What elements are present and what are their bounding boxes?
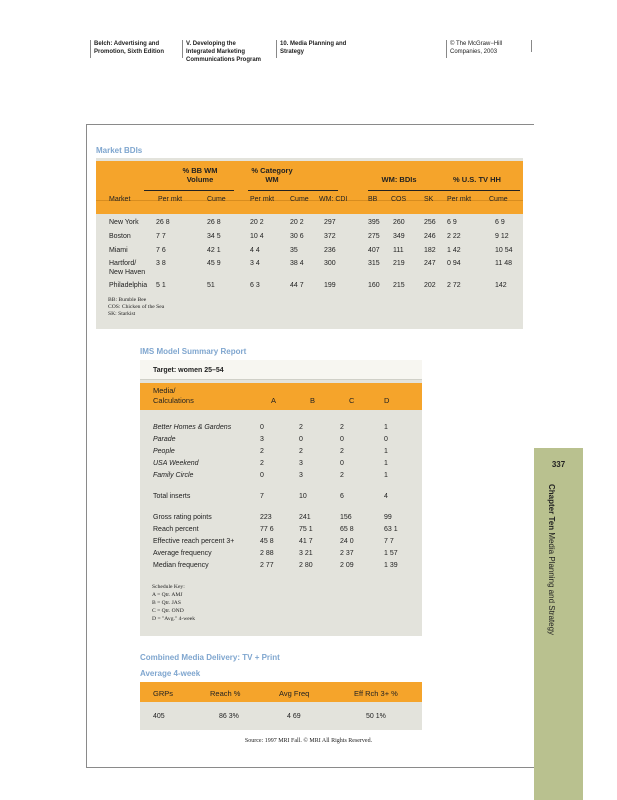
ims-calc-row-value: 156 xyxy=(340,514,352,521)
combined-val-reach: 86 3% xyxy=(219,713,239,720)
ims-calc-row-value: 7 7 xyxy=(384,538,394,545)
header-text: Strategy xyxy=(280,49,305,55)
bdi-cell: 256 xyxy=(424,219,436,226)
bdi-market-name: New York xyxy=(109,219,139,226)
schedule-key-line: B = Qtr. JAS xyxy=(152,600,181,606)
combined-col-eff-reach: Eff Rch 3+ % xyxy=(354,689,398,698)
col-header-tv-per-mkt: Per mkt xyxy=(447,196,472,203)
ims-media-row-value: 0 xyxy=(340,436,344,443)
header-text: Promotion, Sixth Edition xyxy=(94,49,164,55)
col-header-tv-cume: Cume xyxy=(489,196,508,203)
combined-val-grps: 405 xyxy=(153,713,165,720)
bdi-cell: 236 xyxy=(324,247,336,254)
ims-media-row-label: Parade xyxy=(153,436,176,443)
bdi-group-header xyxy=(96,161,523,200)
ims-calc-row-label: Average frequency xyxy=(153,550,212,557)
bdi-cell: 9 12 xyxy=(495,233,509,240)
bdi-cell: 395 xyxy=(368,219,380,226)
col-header-bb-cume: Cume xyxy=(207,196,226,203)
combined-subtitle: Average 4-week xyxy=(140,669,201,678)
chapter-side-tab xyxy=(534,448,583,800)
ims-calc-row-label: Reach percent xyxy=(153,526,199,533)
header-text: 10. Media Planning and xyxy=(280,41,347,47)
ims-target-label: Target: women 25–54 xyxy=(153,367,224,374)
ims-head-line: Media/ xyxy=(153,386,176,395)
bdi-cell: 407 xyxy=(368,247,380,254)
ims-calc-row-value: 45 8 xyxy=(260,538,274,545)
brand-key-line: SK: Starkist xyxy=(108,311,136,317)
bdi-cell: 260 xyxy=(393,219,405,226)
group-underline xyxy=(248,190,338,191)
ims-total-row-label: Total inserts xyxy=(153,493,191,500)
bdi-cell: 275 xyxy=(368,233,380,240)
bdi-market-name: Boston xyxy=(109,233,131,240)
bdi-cell: 247 xyxy=(424,260,436,267)
combined-table xyxy=(140,682,422,730)
bdi-cell: 160 xyxy=(368,282,380,289)
bdi-cell: 300 xyxy=(324,260,336,267)
bdi-cell: 246 xyxy=(424,233,436,240)
ims-header xyxy=(140,383,422,410)
ims-media-row-value: 3 xyxy=(299,472,303,479)
schedule-key-line: Schedule Key: xyxy=(152,584,185,590)
ims-media-row-value: 2 xyxy=(340,424,344,431)
col-header-sk: SK xyxy=(424,196,434,203)
group-wm-bdis: WM: BDIs xyxy=(381,175,417,184)
ims-media-row-value: 3 xyxy=(260,436,264,443)
ims-media-row-value: 3 xyxy=(299,460,303,467)
bdi-cell: 6 3 xyxy=(250,282,260,289)
header-divider xyxy=(531,40,532,52)
group-label-line: % BB WM xyxy=(182,166,218,175)
bdi-title: Market BDIs xyxy=(96,146,143,155)
brand-key-line: BB: Bumble Bee xyxy=(108,297,147,303)
schedule-key-line: C = Qtr. OND xyxy=(152,608,184,614)
bdi-cell: 3 8 xyxy=(156,260,166,267)
bdi-cell: 182 xyxy=(424,247,436,254)
bdi-cell: 34 5 xyxy=(207,233,221,240)
ims-total-row-value: 10 xyxy=(299,493,307,500)
ims-media-row-value: 2 xyxy=(340,448,344,455)
ims-target-bar xyxy=(140,360,422,380)
ims-calc-row-value: 2 77 xyxy=(260,562,274,569)
bdi-cell: 219 xyxy=(393,260,405,267)
bdi-cell: 142 xyxy=(495,282,507,289)
ims-calc-row-value: 75 1 xyxy=(299,526,313,533)
bdi-cell: 215 xyxy=(393,282,405,289)
ims-calc-row-value: 223 xyxy=(260,514,272,521)
bdi-cell: 202 xyxy=(424,282,436,289)
ims-total-row-value: 4 xyxy=(384,493,388,500)
bdi-cell: 10 4 xyxy=(250,233,264,240)
col-header-bb-per-mkt: Per mkt xyxy=(158,196,183,203)
combined-col-grps: GRPs xyxy=(153,689,174,698)
ims-media-row-value: 2 xyxy=(260,460,264,467)
bdi-cell: 20 2 xyxy=(290,219,304,226)
col-header-wm-cdi: WM: CDI xyxy=(319,196,348,203)
group-label-line: % Category xyxy=(251,166,293,175)
bdi-market-name: Hartford/ xyxy=(109,260,137,267)
chapter-label: Chapter Ten xyxy=(547,484,556,531)
schedule-key xyxy=(152,583,195,623)
ims-calc-row-value: 2 88 xyxy=(260,550,274,557)
col-header-cat-per-mkt: Per mkt xyxy=(250,196,275,203)
ims-media-row-label: Better Homes & Gardens xyxy=(153,424,232,431)
combined-col-avg-freq: Avg Freq xyxy=(279,689,310,698)
bdi-market-name-cont: New Haven xyxy=(109,269,146,276)
bdi-cell: 7 7 xyxy=(156,233,166,240)
ims-calc-row-label: Median frequency xyxy=(153,562,209,569)
ims-calc-row-value: 1 57 xyxy=(384,550,398,557)
col-header-cos: COS xyxy=(391,196,407,203)
ims-calc-row-value: 2 80 xyxy=(299,562,313,569)
ims-media-row-value: 2 xyxy=(299,424,303,431)
ims-media-row-value: 1 xyxy=(384,472,388,479)
ims-media-row-value: 0 xyxy=(340,460,344,467)
group-category-wm xyxy=(242,166,302,184)
combined-title: Combined Media Delivery: TV + Print xyxy=(140,653,280,662)
header-book-title xyxy=(90,40,180,58)
bdi-cell: 6 9 xyxy=(447,219,457,226)
col-header-market: Market xyxy=(109,196,131,203)
group-label-line: WM xyxy=(265,175,279,184)
schedule-key-line: D = "Avg." 4-week xyxy=(152,616,196,622)
ims-col-c: C xyxy=(349,396,355,405)
bdi-cell: 297 xyxy=(324,219,336,226)
bdi-cell: 111 xyxy=(393,247,404,254)
group-label-line: Volume xyxy=(186,175,214,184)
ims-title: IMS Model Summary Report xyxy=(140,347,247,356)
header-chapter-title xyxy=(276,40,436,58)
bdi-cell: 20 2 xyxy=(250,219,264,226)
bdi-cell: 51 xyxy=(207,282,215,289)
bdi-cell: 199 xyxy=(324,282,336,289)
ims-calc-row-label: Gross rating points xyxy=(153,514,212,521)
ims-calc-row-value: 2 09 xyxy=(340,562,354,569)
group-underline xyxy=(144,190,234,191)
bdi-cell: 44 7 xyxy=(290,282,304,289)
ims-media-row-label: Family Circle xyxy=(153,472,194,479)
ims-media-row-value: 1 xyxy=(384,424,388,431)
col-header-bb: BB xyxy=(368,196,378,203)
page-number: 337 xyxy=(551,460,566,469)
ims-calc-row-value: 24 0 xyxy=(340,538,354,545)
header-text: V. Developing the xyxy=(186,41,236,47)
bdi-cell: 2 22 xyxy=(447,233,461,240)
bdi-cell: 7 6 xyxy=(156,247,166,254)
header-copyright xyxy=(446,40,532,58)
source-credit: Source: 1997 MRI Fall. © MRI All Rights Reserved. xyxy=(244,738,373,744)
side-chapter-text xyxy=(547,484,556,635)
ims-calc-row-value: 3 21 xyxy=(299,550,313,557)
header-text: Communications Program xyxy=(186,57,262,63)
ims-total-row-value: 7 xyxy=(260,493,264,500)
group-underline xyxy=(436,190,520,191)
bdi-cell: 6 9 xyxy=(495,219,505,226)
ims-media-row-value: 1 xyxy=(384,460,388,467)
combined-val-avg-freq: 4 69 xyxy=(287,713,301,720)
brand-key-line: COS: Chicken of the Sea xyxy=(108,304,165,310)
ims-media-row-value: 2 xyxy=(340,472,344,479)
combined-col-reach: Reach % xyxy=(210,689,241,698)
header-text: © The McGraw−Hill xyxy=(450,41,503,47)
ims-media-row-value: 0 xyxy=(260,472,264,479)
running-header xyxy=(90,40,532,70)
bdi-cell: 45 9 xyxy=(207,260,221,267)
bdi-cell: 42 1 xyxy=(207,247,221,254)
bdi-cell: 4 4 xyxy=(250,247,260,254)
ims-head-label xyxy=(153,386,194,406)
ims-calc-row-value: 65 8 xyxy=(340,526,354,533)
bdi-cell: 10 54 xyxy=(495,247,513,254)
ims-calc-row-value: 77 6 xyxy=(260,526,274,533)
bdi-cell: 3 4 xyxy=(250,260,260,267)
ims-media-row-value: 0 xyxy=(299,436,303,443)
bdi-cell: 2 72 xyxy=(447,282,461,289)
header-text: Integrated Marketing xyxy=(186,49,246,55)
ims-media-row-value: 2 xyxy=(299,448,303,455)
bdi-cell: 0 94 xyxy=(447,260,461,267)
chapter-name: Media Planning and Strategy xyxy=(547,532,556,636)
ims-col-a: A xyxy=(271,396,277,405)
ims-calc-row-value: 241 xyxy=(299,514,311,521)
ims-head-line: Calculations xyxy=(153,396,194,405)
combined-val-eff-reach: 50 1% xyxy=(366,713,386,720)
header-text: Companies, 2003 xyxy=(450,49,498,55)
bdi-cell: 315 xyxy=(368,260,380,267)
bdi-cell: 1 42 xyxy=(447,247,461,254)
ims-media-row-value: 2 xyxy=(260,448,264,455)
bdi-cell: 35 xyxy=(290,247,298,254)
ims-calc-row-value: 2 37 xyxy=(340,550,354,557)
bdi-cell: 26 8 xyxy=(207,219,221,226)
ims-media-row-label: USA Weekend xyxy=(153,460,199,467)
ims-col-d: D xyxy=(384,396,390,405)
ims-calc-row-label: Effective reach percent 3+ xyxy=(153,538,235,545)
bdi-cell: 5 1 xyxy=(156,282,166,289)
ims-media-row-value: 0 xyxy=(260,424,264,431)
group-us-tv-hh: % U.S. TV HH xyxy=(453,175,501,184)
col-header-cat-cume: Cume xyxy=(290,196,309,203)
bdi-cell: 349 xyxy=(393,233,405,240)
bdi-cell: 30 6 xyxy=(290,233,304,240)
bdi-market-name: Miami xyxy=(109,247,128,254)
ims-total-row-value: 6 xyxy=(340,493,344,500)
ims-calc-row-value: 41 7 xyxy=(299,538,313,545)
bdi-cell: 38 4 xyxy=(290,260,304,267)
bdi-cell: 372 xyxy=(324,233,336,240)
bdi-brand-key xyxy=(108,297,164,318)
ims-media-row-value: 0 xyxy=(384,436,388,443)
ims-calc-row-value: 1 39 xyxy=(384,562,398,569)
header-text: Belch: Advertising and xyxy=(94,41,160,47)
ims-media-row-value: 1 xyxy=(384,448,388,455)
bdi-cell: 11 48 xyxy=(495,260,512,267)
bdi-cell: 26 8 xyxy=(156,219,170,226)
ims-media-row-label: People xyxy=(153,448,175,455)
header-part-title xyxy=(182,40,274,63)
ims-calc-row-value: 63 1 xyxy=(384,526,398,533)
schedule-key-line: A = Qtr. AMJ xyxy=(152,592,183,598)
group-bb-wm-volume xyxy=(170,166,230,184)
ims-calc-row-value: 99 xyxy=(384,514,392,521)
ims-col-b: B xyxy=(310,396,316,405)
bdi-market-name: Philadelphia xyxy=(109,282,148,289)
